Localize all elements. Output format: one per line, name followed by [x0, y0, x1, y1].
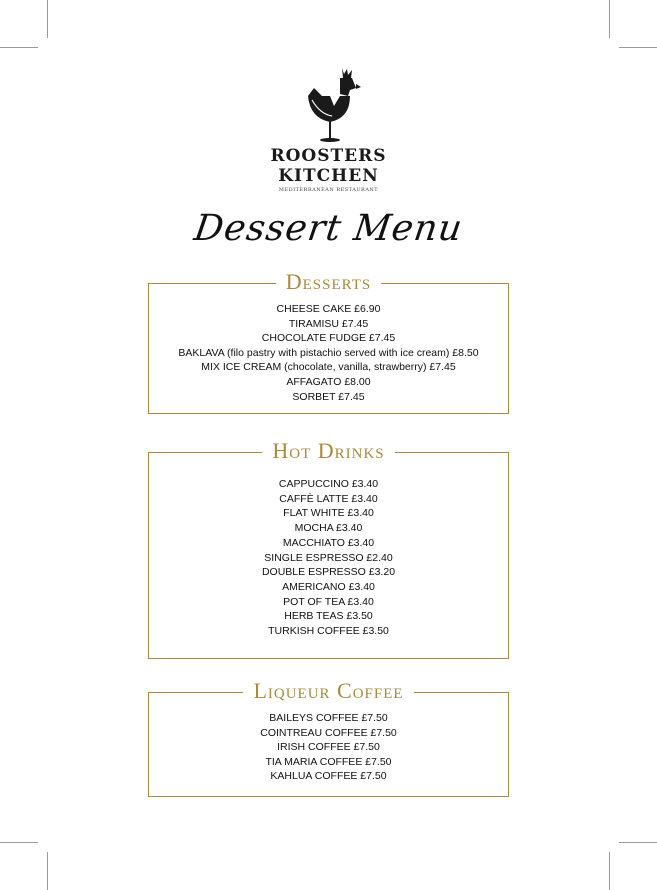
brand-name-line1: ROOSTERS: [270, 146, 387, 166]
menu-item: BAKLAVA (filo pastry with pistachio served with ice cream) £8.50: [178, 346, 479, 359]
liqueur-coffee-section: [148, 678, 509, 797]
menu-item: BAILEYS COFFEE £7.50: [269, 712, 388, 724]
menu-item: POT OF TEA £3.40: [283, 595, 374, 608]
crop-mark: [609, 0, 610, 38]
menu-item: CHOCOLATE FUDGE £7.45: [261, 332, 396, 345]
section-title: Hot Drinks: [149, 438, 508, 464]
menu-item: TIRAMISU £7.45: [288, 317, 369, 330]
menu-item: CAFFÈ LATTE £3.40: [279, 492, 378, 505]
menu-item: SORBET £7.45: [292, 390, 365, 403]
crop-mark: [0, 842, 38, 843]
crop-mark: [609, 852, 610, 890]
menu-item: KAHLUA COFFEE £7.50: [270, 770, 387, 783]
crop-mark: [47, 0, 48, 38]
menu-item: TIA MARIA COFFEE £7.50: [265, 755, 392, 768]
menu-item: AMERICANO £3.40: [282, 580, 375, 593]
crop-mark: [0, 47, 38, 48]
brand-name-line2: KITCHEN: [278, 166, 379, 186]
menu-item: AFFAGATO £8.00: [286, 375, 371, 388]
menu-item: CHEESE CAKE £6.90: [276, 303, 381, 315]
rooster-wine-glass-icon: [300, 66, 362, 146]
menu-item: COINTREAU COFFEE £7.50: [260, 726, 397, 739]
menu-item: MACCHIATO £3.40: [282, 536, 375, 549]
section-title: Desserts: [149, 269, 508, 295]
crop-mark: [619, 47, 657, 48]
menu-item: MOCHA £3.40: [294, 522, 363, 535]
desserts-section: [148, 269, 509, 414]
section-title: Liqueur Coffee: [149, 678, 508, 704]
menu-item: DOUBLE ESPRESSO £3.20: [261, 566, 396, 579]
menu-item: MIX ICE CREAM (chocolate, vanilla, strawberry) £7.45: [201, 361, 456, 374]
crop-mark: [47, 852, 48, 890]
hot-drinks-section: [148, 438, 509, 659]
menu-item: SINGLE ESPRESSO £2.40: [264, 551, 393, 564]
menu-item: FLAT WHITE £3.40: [283, 507, 374, 520]
menu-title: Dessert Menu: [191, 208, 466, 249]
menu-item: IRISH COFFEE £7.50: [277, 741, 380, 754]
crop-mark: [619, 842, 657, 843]
menu-item: CAPPUCCINO £3.40: [278, 478, 379, 490]
menu-item: TURKISH COFFEE £3.50: [268, 625, 389, 638]
menu-item: HERB TEAS £3.50: [284, 610, 373, 623]
brand-tagline: MEDITERRANEAN RESTAURANT: [278, 187, 379, 193]
